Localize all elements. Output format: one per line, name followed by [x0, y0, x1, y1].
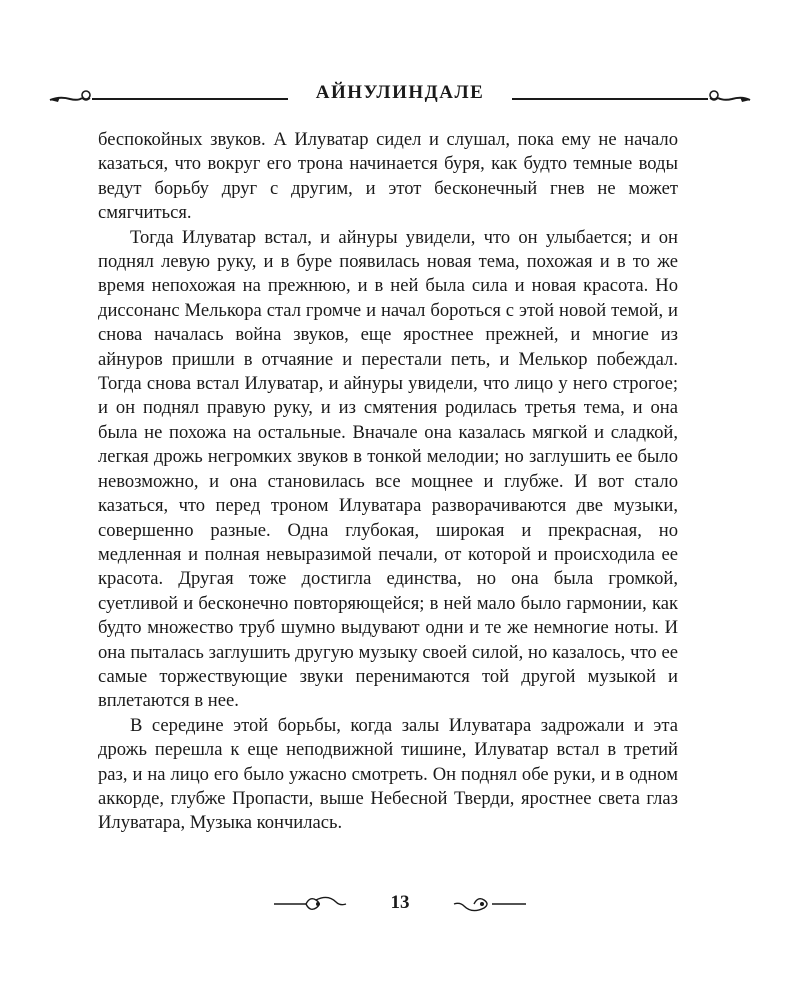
- running-header-title: АЙНУЛИНДАЛЕ: [315, 82, 485, 103]
- page-number: 13: [390, 892, 410, 913]
- paragraph: В середине этой борьбы, когда залы Илуватара задрожали и эта дрожь перешла к еще неподвижной тишине, Илуватар встал в третий раз, и на лицо его было ужасно смотреть. Он поднял обе руки, и в одном аккорде, глубже Пропасти, выше Небесной Тверди, яростнее света глаз Илуватара, Музыка кончилась.: [98, 714, 678, 834]
- running-header: [48, 78, 752, 118]
- paragraph: беспокойных звуков. А Илуватар сидел и слушал, пока ему не начало казаться, что вокруг его трона начинается буря, как будто темные воды ведут борьбу друг с другим, и этот бесконечный гнев не может смягчиться.: [98, 129, 678, 224]
- page-footer: [270, 888, 530, 920]
- page-body: [98, 128, 678, 836]
- paragraph: Тогда Илуватар встал, и айнуры увидели, что он улыбается; и он поднял левую руку, и в буре появилась новая тема, похожая и в то же время непохожая на прежнюю, и в ней была сила и новая красота. Но диссонанс Мелькора стал громче и начал бороться с этой новой темой, и снова началась война звуков, еще яростнее прежней, и многие из айнуров пришли в отчаяние и перестали петь, и Мелькор побеждал. Тогда снова встал Илуватар, и айнуры увидели, что лицо у него строгое; и он поднял правую руку, и из смятения родилась третья тема, и она была не похожа на остальные. Вначале она казалась мягкой и сладкой, легкая дрожь негромких звуков в тонкой мелодии; но заглушить ее было невозможно, и она становилась все мощнее и глубже. И вот стало казаться, что перед троном Илуватара разворачиваются две музыки, совершенно разные. Одна глубокая, широкая и прекрасная, но медленная и полная невыразимой печали, от которой и происходила ее красота. Другая тоже достигла единства, но она была громкой, суетливой и бесконечно повторяющейся; в ней мало было гармонии, как будто множество труб шумно выдувают одни и те же немногие ноты. И она пыталась заглушить другую музыку своей силой, но казалось, что ее самые торжествующие звуки перенимаются той другой музыкой и вплетаются в нее.: [98, 226, 678, 712]
